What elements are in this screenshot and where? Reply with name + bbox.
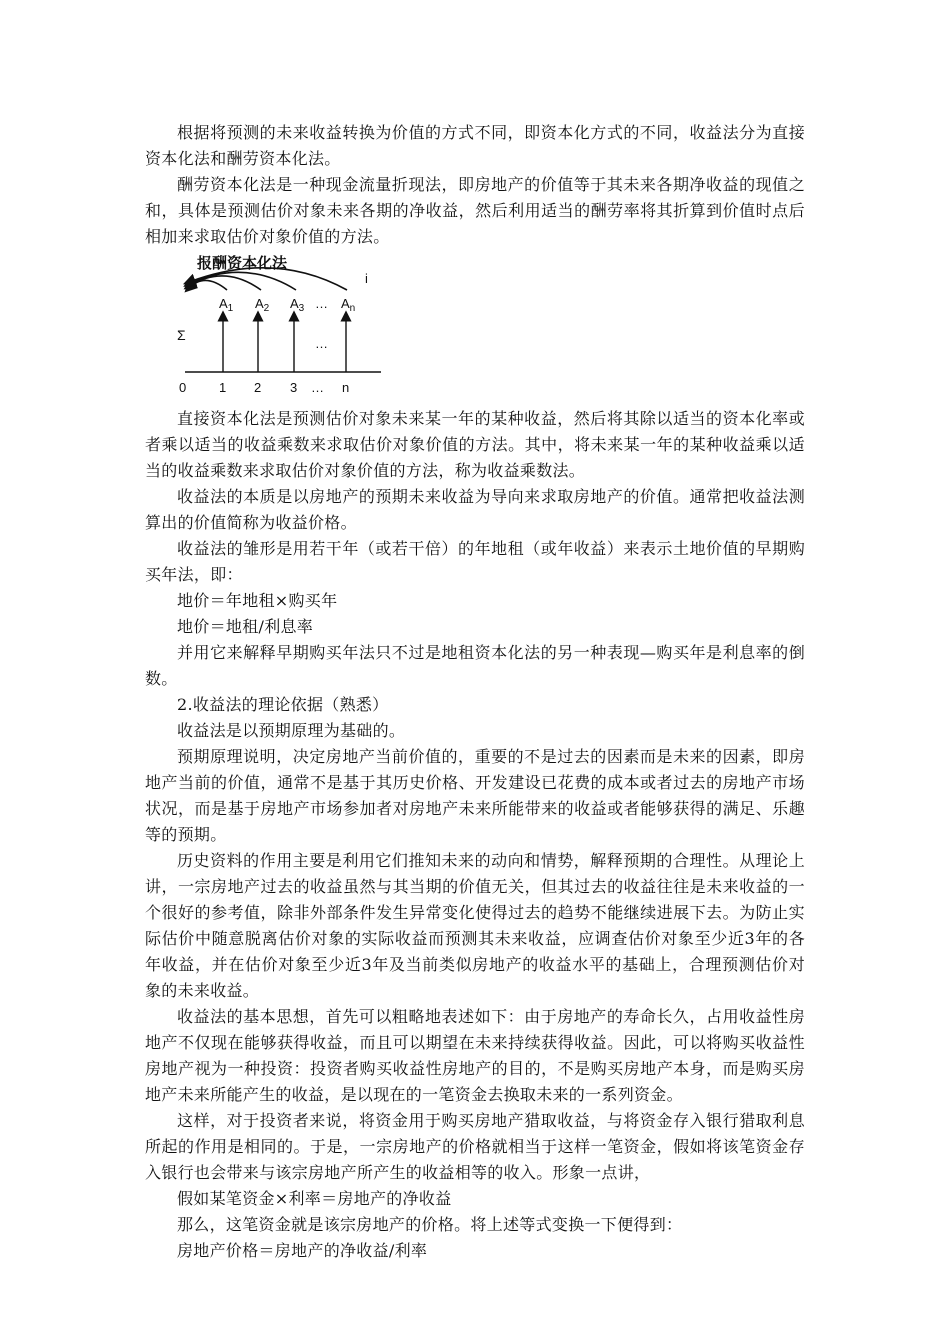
- rate-label: i: [365, 271, 368, 286]
- diagram-title: 报酬资本化法: [197, 255, 288, 272]
- formula-line: 假如某笔资金×利率＝房地产的净收益: [177, 1189, 452, 1208]
- document-body: [145, 120, 805, 1264]
- period-label: 3: [290, 380, 298, 395]
- period-label: 1: [219, 380, 227, 395]
- paragraph: 收益法的雏形是用若干年（或若干倍）的年地租（或年收益）来表示土地价值的早期购买年法，即：: [145, 539, 805, 584]
- paragraph: 收益法的基本思想，首先可以粗略地表述如下：由于房地产的寿命长久，占用收益性房地产不仅现在能够获得收益，而且可以期望在未来持续获得收益。因此，可以将购买收益性房地产视为一种投资：投资者购买收益性房地产的目的，不是购买房地产本身，而是购买房地产未来所能产生的收益，是以现在的一笔资金去换取未来的一系列资金。: [145, 1007, 805, 1104]
- period-label: 0: [179, 380, 187, 395]
- income-label: $A_1$: [219, 296, 234, 314]
- sum-label: Σ: [177, 327, 186, 343]
- period-label: n: [342, 380, 350, 395]
- paragraph: 直接资本化法是预测估价对象未来某一年的某种收益，然后将其除以适当的资本化率或者乘以适当的收益乘数来求取估价对象价值的方法。其中，将未来某一年的某种收益乘以适当的收益乘数来求取估价对象价值的方法，称为收益乘数法。: [145, 409, 805, 480]
- income-label: $A_n$: [341, 296, 356, 314]
- income-label: $A_2$: [255, 296, 270, 314]
- paragraph: 历史资料的作用主要是利用它们推知未来的动向和情势，解释预期的合理性。从理论上讲，一宗房地产过去的收益虽然与其当期的价值无关，但其过去的收益往往是未来收益的一个很好的参考值，除非外部条件发生异常变化使得过去的趋势不能继续进展下去。为防止实际估价中随意脱离估价对象的实际收益而预测其未来收益，应调查估价对象至少近3年的各年收益，并在估价对象至少近3年及当前类似房地产的收益水平的基础上，合理预测估价对象的未来收益。: [145, 851, 805, 1000]
- formula-line: 地价＝年地租×购买年: [177, 591, 338, 610]
- period-label: …: [311, 380, 324, 395]
- income-capitalization-diagram: [145, 250, 805, 400]
- paragraph: 收益法是以预期原理为基础的。: [177, 721, 406, 740]
- period-label: 2: [254, 380, 262, 395]
- section-heading: 2.收益法的理论依据（熟悉）: [177, 695, 389, 714]
- paragraph: 并用它来解释早期购买年法只不过是地租资本化法的另一种表现—购买年是利息率的倒数。: [145, 643, 805, 688]
- paragraph: 收益法的本质是以房地产的预期未来收益为导向来求取房地产的价值。通常把收益法测算出的价值简称为收益价格。: [145, 487, 805, 532]
- paragraph: 这样，对于投资者来说，将资金用于购买房地产猎取收益，与将资金存入银行猎取利息所起的作用是相同的。于是，一宗房地产的价格就相当于这样一笔资金，假如将该笔资金存入银行也会带来与该宗房地产所产生的收益相等的收入。形象一点讲，: [145, 1111, 805, 1182]
- formula-line: 地价＝地租/利息率: [177, 617, 314, 636]
- paragraph: 根据将预测的未来收益转换为价值的方式不同，即资本化方式的不同，收益法分为直接资本化法和酬劳资本化法。: [145, 123, 805, 168]
- ellipsis-label: …: [315, 296, 328, 311]
- middle-ellipsis: …: [315, 336, 328, 351]
- paragraph: 酬劳资本化法是一种现金流量折现法，即房地产的价值等于其未来各期净收益的现值之和，具体是预测估价对象未来各期的净收益，然后利用适当的酬劳率将其折算到价值时点后相加来求取估价对象价值的方法。: [145, 175, 805, 246]
- income-label: $A_3$: [290, 296, 305, 314]
- paragraph: 那么，这笔资金就是该宗房地产的价格。将上述等式变换一下便得到：: [177, 1215, 683, 1234]
- diagram-figure: [175, 250, 415, 400]
- formula-line: 房地产价格＝房地产的净收益/利率: [177, 1241, 428, 1260]
- paragraph: 预期原理说明，决定房地产当前价值的，重要的不是过去的因素而是未来的因素，即房地产当前的价值，通常不是基于其历史价格、开发建设已花费的成本或者过去的房地产市场状况，而是基于房地产市场参加者对房地产未来所能带来的收益或者能够获得的满足、乐趣等的预期。: [145, 747, 805, 844]
